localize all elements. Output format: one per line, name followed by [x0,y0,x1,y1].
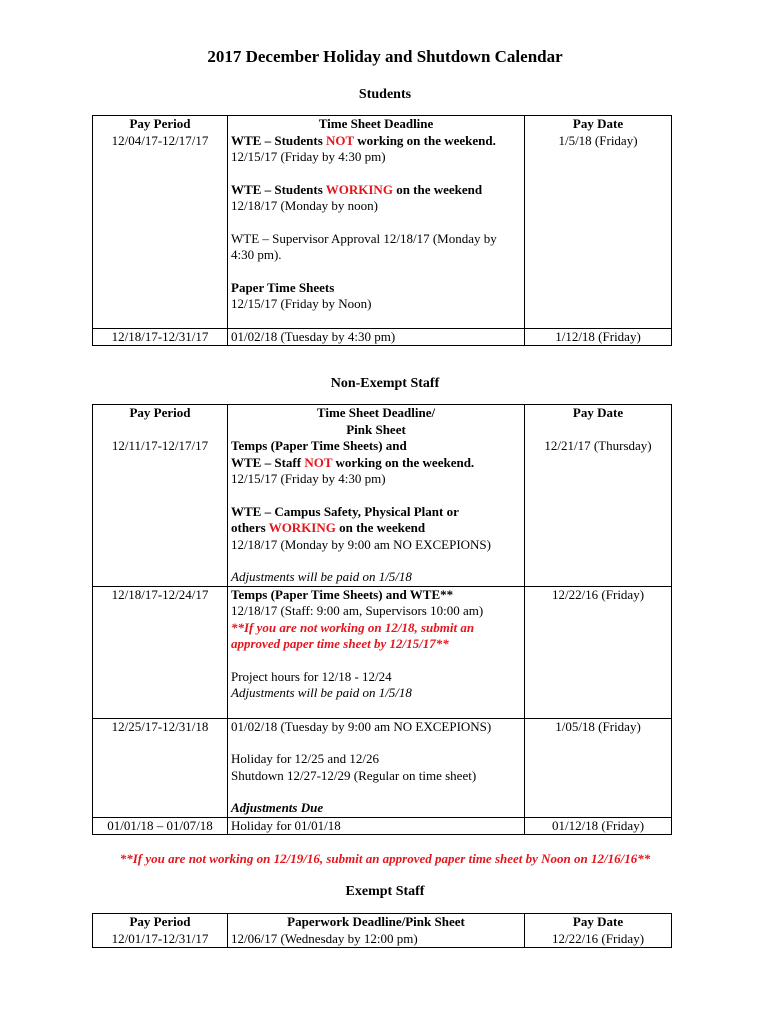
pay-date-cell: 1/5/18 (Friday) [525,133,672,329]
not-emphasis: NOT [304,454,333,470]
pay-period-cell: 12/25/17-12/31/18 [93,718,228,817]
nonexempt-table [92,404,672,835]
pay-date-cell: 1/12/18 (Friday) [525,328,672,346]
page-title: 2017 December Holiday and Shutdown Calendar [207,47,563,66]
pay-date-cell: 1/05/18 (Friday) [525,718,672,817]
working-emphasis: WORKING [325,181,393,197]
pay-period-cell: 12/18/17-12/31/17 [93,328,228,346]
table-header-row [93,914,672,931]
warning-note: **If you are not working on 12/19/16, submit an approved paper time sheet by Noon on 12/16/16** [119,851,651,866]
exempt-table [92,913,672,948]
header-deadline: Time Sheet Deadline/ Pink Sheet [228,405,525,439]
header-pay-period: Pay Period [93,116,228,133]
header-pay-period: Pay Period [93,914,228,931]
header-pay-date: Pay Date [525,116,672,133]
pay-period-cell: 12/18/17-12/24/17 [93,586,228,718]
table-header-row [93,405,672,439]
pay-period-cell: 12/11/17-12/17/17 [93,438,228,586]
deadline-cell: Temps (Paper Time Sheets) and WTE – Staff NOT working on the weekend. 12/15/17 (Friday by 4:30 pm) WTE – Campus Safety, Physical Plant or others WORKING on the weekend 12/18/17 (Monday by 9:00 am NO EXCEPIONS) Adjustments will be paid on 1/5/18 [228,438,525,586]
table-row [93,438,672,586]
pay-period-cell: 12/04/17-12/17/17 [93,133,228,329]
table-row [93,718,672,817]
pay-date-cell: 12/21/17 (Thursday) [525,438,672,586]
red-warning: **If you are not working on 12/18, submit an [231,619,475,635]
deadline-cell: 01/02/18 (Tuesday by 4:30 pm) [228,328,525,346]
table-header-row [93,116,672,133]
header-pay-date: Pay Date [525,405,672,439]
table-row [93,931,672,948]
table-row [93,586,672,718]
deadline-cell: Temps (Paper Time Sheets) and WTE** 12/18/17 (Staff: 9:00 am, Supervisors 10:00 am) **If you are not working on 12/18, submit an approved paper time sheet by 12/15/17** Project hours for 12/18 - 12/24 Adjustments will be paid on 1/5/18 [228,586,525,718]
header-deadline: Paperwork Deadline/Pink Sheet [228,914,525,931]
header-pay-period: Pay Period [93,405,228,439]
table-row [93,817,672,835]
red-warning: approved paper time sheet by 12/15/17** [231,636,449,651]
table-row [93,133,672,329]
nonexempt-heading: Non-Exempt Staff [330,376,440,391]
deadline-cell: 12/06/17 (Wednesday by 12:00 pm) [228,931,525,948]
pay-date-cell: 01/12/18 (Friday) [525,817,672,835]
students-heading: Students [358,87,412,102]
students-table [92,115,672,346]
table-row [93,328,672,346]
pay-period-cell: 01/01/18 – 01/07/18 [93,817,228,835]
deadline-cell: Holiday for 01/01/18 [228,817,525,835]
header-pay-date: Pay Date [525,914,672,931]
header-deadline: Time Sheet Deadline [228,116,525,133]
pay-date-cell: 12/22/16 (Friday) [525,586,672,718]
exempt-heading: Exempt Staff [345,884,425,899]
not-emphasis: NOT [326,132,354,148]
working-emphasis: WORKING [268,520,336,535]
pay-period-cell: 12/01/17-12/31/17 [93,931,228,948]
pay-date-cell: 12/22/16 (Friday) [525,931,672,948]
deadline-cell: 01/02/18 (Tuesday by 9:00 am NO EXCEPIONS) Holiday for 12/25 and 12/26 Shutdown 12/27-12/29 (Regular on time sheet) Adjustments Due [228,718,525,817]
deadline-cell: WTE – Students NOT working on the weekend. 12/15/17 (Friday by 4:30 pm) WTE – Students WORKING on the weekend 12/18/17 (Monday by noon) WTE – Supervisor Approval 12/18/17 (Monday by 4:30 pm). Paper Time Sheets 12/15/17 (Friday by Noon) [228,133,525,329]
